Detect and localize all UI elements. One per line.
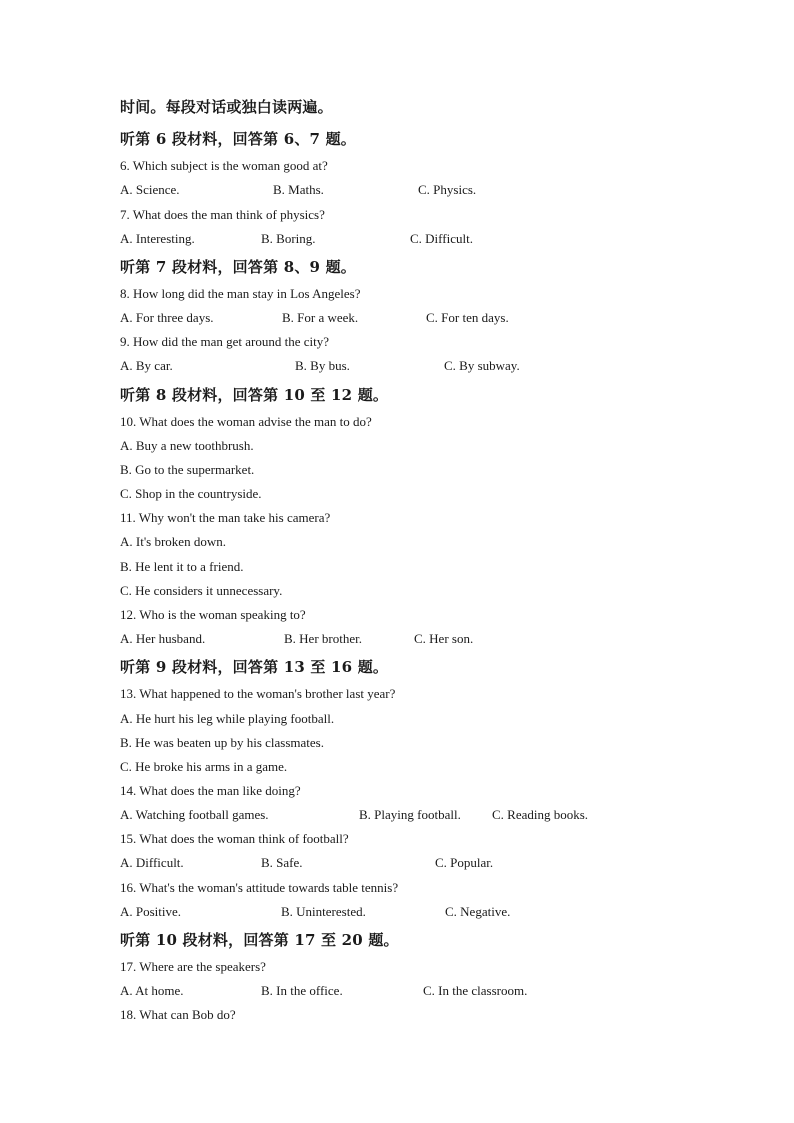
option-a: A. Interesting. (120, 231, 195, 246)
question-text: 15. What does the woman think of football? (120, 831, 349, 846)
question-text: 12. Who is the woman speaking to? (120, 607, 306, 622)
section-heading: 听第 7 段材料，回答第 8、9 题。 (120, 258, 357, 276)
question-text: 8. How long did the man stay in Los Angeles? (120, 286, 361, 301)
option-b: B. He lent it to a friend. (120, 559, 244, 574)
option-a: A. At home. (120, 983, 184, 998)
option-a: A. Watching football games. (120, 807, 269, 822)
section-heading: 听第 10 段材料，回答第 17 至 20 题。 (120, 931, 399, 949)
option-b: B. Her brother. (284, 631, 362, 646)
option-b: B. Boring. (261, 231, 316, 246)
question-text: 6. Which subject is the woman good at? (120, 158, 328, 173)
section-heading: 听第 8 段材料，回答第 10 至 12 题。 (120, 386, 389, 404)
option-b: B. Playing football. (359, 807, 461, 822)
option-b: B. Uninterested. (281, 904, 366, 919)
question-text: 10. What does the woman advise the man to do? (120, 414, 372, 429)
option-a: A. Positive. (120, 904, 182, 919)
option-a: A. Buy a new toothbrush. (120, 438, 254, 453)
option-b: B. In the office. (261, 983, 343, 998)
intro-text: 时间。每段对话或独白读两遍。 (120, 98, 333, 116)
option-c: C. Reading books. (492, 807, 589, 822)
option-a: A. Her husband. (120, 631, 206, 646)
option-a: A. For three days. (120, 310, 214, 325)
option-a: A. By car. (120, 358, 173, 373)
option-c: C. Popular. (435, 855, 494, 870)
option-c: C. In the classroom. (423, 983, 528, 998)
option-c: C. Her son. (414, 631, 474, 646)
question-text: 9. How did the man get around the city? (120, 334, 330, 349)
option-a: A. It's broken down. (120, 534, 226, 549)
option-a: A. He hurt his leg while playing football. (120, 711, 335, 726)
question-text: 14. What does the man like doing? (120, 783, 301, 798)
option-b: B. Go to the supermarket. (120, 462, 255, 477)
option-c: C. He considers it unnecessary. (120, 583, 283, 598)
option-c: C. He broke his arms in a game. (120, 759, 288, 774)
question-text: 13. What happened to the woman's brother last year? (120, 686, 396, 701)
option-b: B. By bus. (295, 358, 350, 373)
question-text: 7. What does the man think of physics? (120, 207, 325, 222)
option-a: A. Science. (120, 182, 180, 197)
option-a: A. Difficult. (120, 855, 184, 870)
option-b: B. Safe. (261, 855, 303, 870)
option-c: C. Physics. (418, 182, 477, 197)
option-c: C. By subway. (444, 358, 520, 373)
option-b: B. Maths. (273, 182, 324, 197)
option-c: C. Negative. (445, 904, 511, 919)
question-text: 18. What can Bob do? (120, 1007, 236, 1022)
question-text: 11. Why won't the man take his camera? (120, 510, 331, 525)
option-b: B. He was beaten up by his classmates. (120, 735, 324, 750)
section-heading: 听第 9 段材料，回答第 13 至 16 题。 (120, 658, 389, 676)
option-b: B. For a week. (282, 310, 359, 325)
option-c: C. Difficult. (410, 231, 473, 246)
question-text: 17. Where are the speakers? (120, 959, 266, 974)
question-text: 16. What's the woman's attitude towards table tennis? (120, 880, 399, 895)
section-heading: 听第 6 段材料，回答第 6、7 题。 (120, 130, 357, 148)
option-c: C. Shop in the countryside. (120, 486, 262, 501)
option-c: C. For ten days. (426, 310, 509, 325)
